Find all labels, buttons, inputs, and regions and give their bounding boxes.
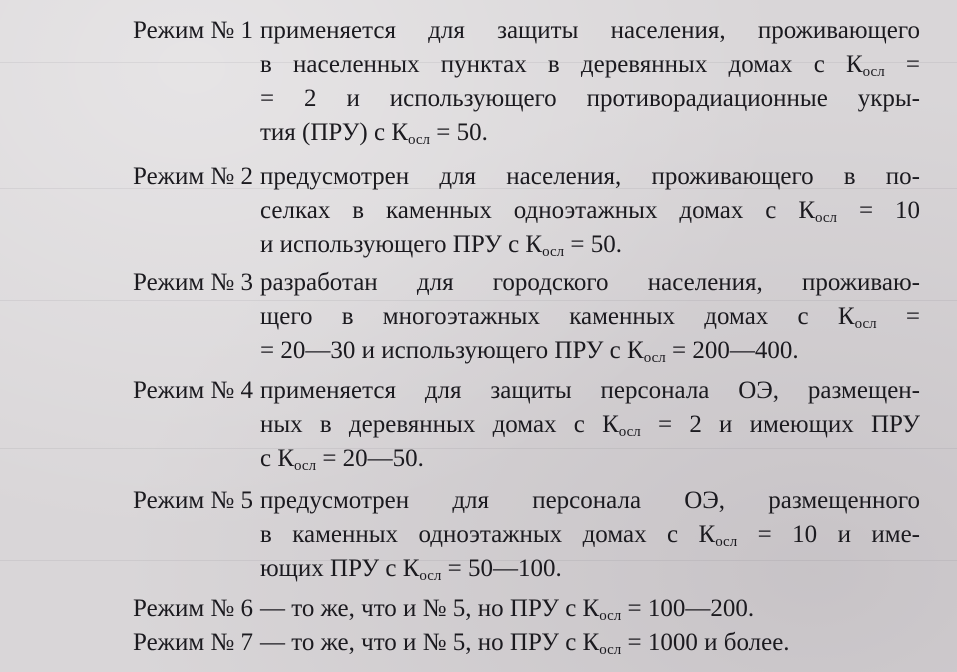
mode-description [260, 266, 920, 368]
mode-description [260, 14, 920, 150]
subscript: осл [542, 244, 565, 260]
mode-label: Режим № 3 [133, 269, 253, 296]
text-line: с $К_{осл}$ = 20—50. [260, 445, 424, 474]
mode-description [260, 592, 920, 626]
text-line: селках в каменных одноэтажных домах с $К_{осл} = 10$ [260, 197, 920, 226]
mode-description [260, 160, 920, 262]
subscript: осл [599, 608, 622, 624]
subscript: осл [643, 350, 666, 366]
mode-label: Режим № 2 [133, 163, 253, 190]
subscript: осл [854, 316, 877, 332]
text-line: предусмотрен для населения, проживающего в по- [260, 163, 920, 190]
subscript: осл [419, 568, 442, 584]
subscript: осл [862, 64, 885, 80]
text-line: в каменных одноэтажных домах с $К_{осл} = 10$ и име- [260, 521, 920, 550]
mode-label: Режим № 7 [133, 629, 253, 656]
text-line: = 20—30 и использующего ПРУ с $К_{осл}$ = 200—400. [260, 337, 799, 366]
text-line: щего в многоэтажных каменных домах с $К_{осл}$ = [260, 303, 920, 332]
mode-description [260, 484, 920, 586]
text-line: ющих ПРУ с $К_{осл}$ = 50—100. [260, 555, 562, 584]
subscript: осл [294, 458, 317, 474]
subscript: осл [408, 132, 431, 148]
text-line: предусмотрен для персонала ОЭ, размещенного [260, 487, 920, 514]
subscript: осл [815, 210, 838, 226]
subscript: осл [599, 642, 622, 658]
text-line: и использующего ПРУ с $К_{осл} = 50$. [260, 231, 622, 260]
text-line: тия (ПРУ) с $К_{осл} = 50$. [260, 119, 488, 148]
text-line: — то же, что и № 5, но ПРУ с $К_{осл}$ = 100—200. [260, 595, 755, 624]
mode-label: Режим № 5 [133, 487, 253, 514]
text-line: применяется для защиты населения, проживающего [260, 17, 920, 44]
mode-label: Режим № 6 [133, 595, 253, 622]
mode-description [260, 626, 920, 660]
text-line: применяется для защиты персонала ОЭ, размещен- [260, 377, 920, 404]
mode-description [260, 374, 920, 476]
text-line: = 2 и использующего противорадиационные укры- [260, 85, 920, 112]
text-line: разработан для городского населения, проживаю- [260, 269, 920, 296]
text-line: в населенных пунктах в деревянных домах с $К_{осл}$ = [260, 51, 920, 80]
mode-label: Режим № 4 [133, 377, 253, 404]
mode-label: Режим № 1 [133, 17, 253, 44]
text-line: — то же, что и № 5, но ПРУ с $К_{осл} = 1000$ и более. [260, 629, 790, 658]
text-line: ных в деревянных домах с $К_{осл} = 2$ и имеющих ПРУ [260, 411, 920, 440]
subscript: осл [618, 424, 641, 440]
subscript: осл [715, 534, 738, 550]
